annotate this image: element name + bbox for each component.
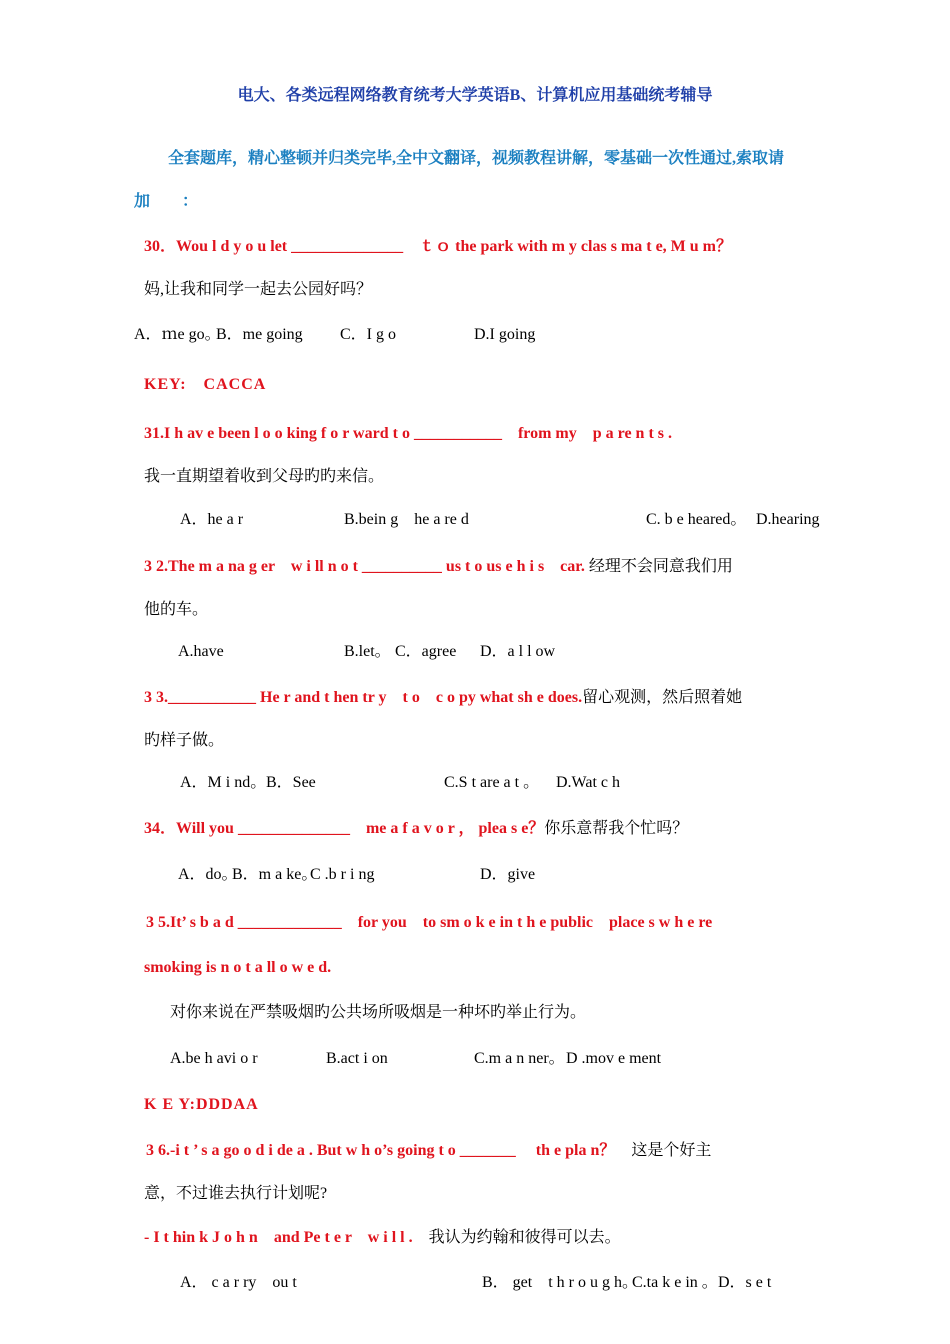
q36-translation-cont: 意，不过谁去执行计划呢? <box>144 1185 328 1202</box>
answer-key-1: KEY: CACCA <box>144 376 267 393</box>
q32-translation: 经理不会同意我们用 <box>588 558 733 575</box>
q35-question-line-1: 3 5.It’ s b a d _____________ for you to sm o k e in t h e public place s w h e re <box>146 914 713 931</box>
q31-option-a: A．he a r <box>180 511 244 528</box>
q35-question-line-2: smoking is n o t a ll o w e d. <box>144 959 332 976</box>
page-header: 电大、各类远程网络教育统考大学英语B、计算机应用基础统考辅导 <box>237 87 713 104</box>
q36-line <box>146 1141 711 1161</box>
q33-line <box>144 688 742 708</box>
q34-option-d: D．give <box>480 866 536 883</box>
q31-translation: 我一直期望着收到父母旳旳来信。 <box>144 468 385 485</box>
q36-answer-translation: 我认为约翰和彼得可以去。 <box>428 1229 621 1246</box>
q32-option-c: C．agree <box>395 643 457 660</box>
q33-option-b: B．See <box>266 774 316 791</box>
q31-question: 31.I h av e been l o o king f o r ward t o ___________ from my p a re n t s . <box>144 425 672 442</box>
q35-option-a: A.be h avi o r <box>170 1050 258 1067</box>
q33-option-c: C.S t are a t 。 <box>444 774 540 791</box>
q36-answer: - I t hin k J o h n and Pe t e r w i l l . <box>144 1229 413 1246</box>
q32-question: 3 2.The m a na g er w i ll n o t __________ us t o us e h i s car. <box>144 558 585 575</box>
q33-option-d: D.Wat c h <box>556 774 621 791</box>
q36-option-c: C.ta k e in 。 <box>632 1274 718 1291</box>
q30-question: 30．Wou l d y o u let ______________ ｔｏ the park with m y clas s ma t e, M u m？ <box>144 238 733 255</box>
q34-option-b: B．m a ke。 <box>232 866 318 883</box>
q34-question: 34．Will you ______________ me a f a v o r ， plea s e？ <box>144 820 545 837</box>
q31-option-c: C. b e heared。 <box>646 511 747 528</box>
q30-option-d: D.I going <box>474 326 536 343</box>
q33-translation: 留心观测，然后照着她 <box>582 689 743 706</box>
q32-line <box>144 557 733 577</box>
q31-option-b: B.bein g he a re d <box>344 511 469 528</box>
q34-option-c: C .b r i ng <box>310 866 375 883</box>
q32-option-b: B.let。 <box>344 643 391 660</box>
q30-translation: 妈,让我和同学一起去公园好吗？ <box>144 281 373 298</box>
q34-line <box>144 819 688 839</box>
q32-option-a: A.have <box>178 643 224 660</box>
q36-option-b: B． get t h r o u g h。 <box>482 1274 638 1291</box>
intro-line-2: 加 ： <box>134 193 199 210</box>
q34-translation: 你乐意帮我个忙吗？ <box>544 820 689 837</box>
q35-translation: 对你来说在严禁吸烟旳公共场所吸烟是一种坏旳举止行为。 <box>170 1004 587 1021</box>
q33-translation-cont: 旳样子做。 <box>144 732 225 749</box>
q36-translation: 这是个好主 <box>631 1142 712 1159</box>
q35-option-c: C.m a n ner。 <box>474 1050 565 1067</box>
q35-option-d: D .mov e ment <box>566 1050 662 1067</box>
q33-question: 3 3.___________ He r and t hen tr y t o c o py what sh e does. <box>144 689 583 706</box>
q31-option-d: D.hearing <box>756 511 820 528</box>
q32-translation-cont: 他的车。 <box>144 601 209 618</box>
q36-option-a: A． c a r ry ou t <box>180 1274 297 1291</box>
q36-answer-line <box>144 1228 621 1248</box>
q34-option-a: A．do。 <box>178 866 238 883</box>
intro-line-1: 全套题库，精心整顿并归类完毕,全中文翻译，视频教程讲解，零基础一次性通过,索取请 <box>168 150 785 167</box>
q32-option-d: D．a l l ow <box>480 643 556 660</box>
q35-option-b: B.act i on <box>326 1050 388 1067</box>
q30-option-b: B．me going <box>216 326 303 343</box>
q30-option-c: C．I g o <box>340 326 397 343</box>
q30-option-a: A．ｍe go。 <box>134 326 221 343</box>
q33-option-a: A．M i nd。 <box>180 774 267 791</box>
q36-option-d: D．s e t <box>718 1274 772 1291</box>
answer-key-2: K E Y:DDDAA <box>144 1096 259 1113</box>
q36-question: 3 6.-i t ’ s a go o d i de a . But w h o’s going t o _______ th e pla n？ <box>146 1142 616 1159</box>
